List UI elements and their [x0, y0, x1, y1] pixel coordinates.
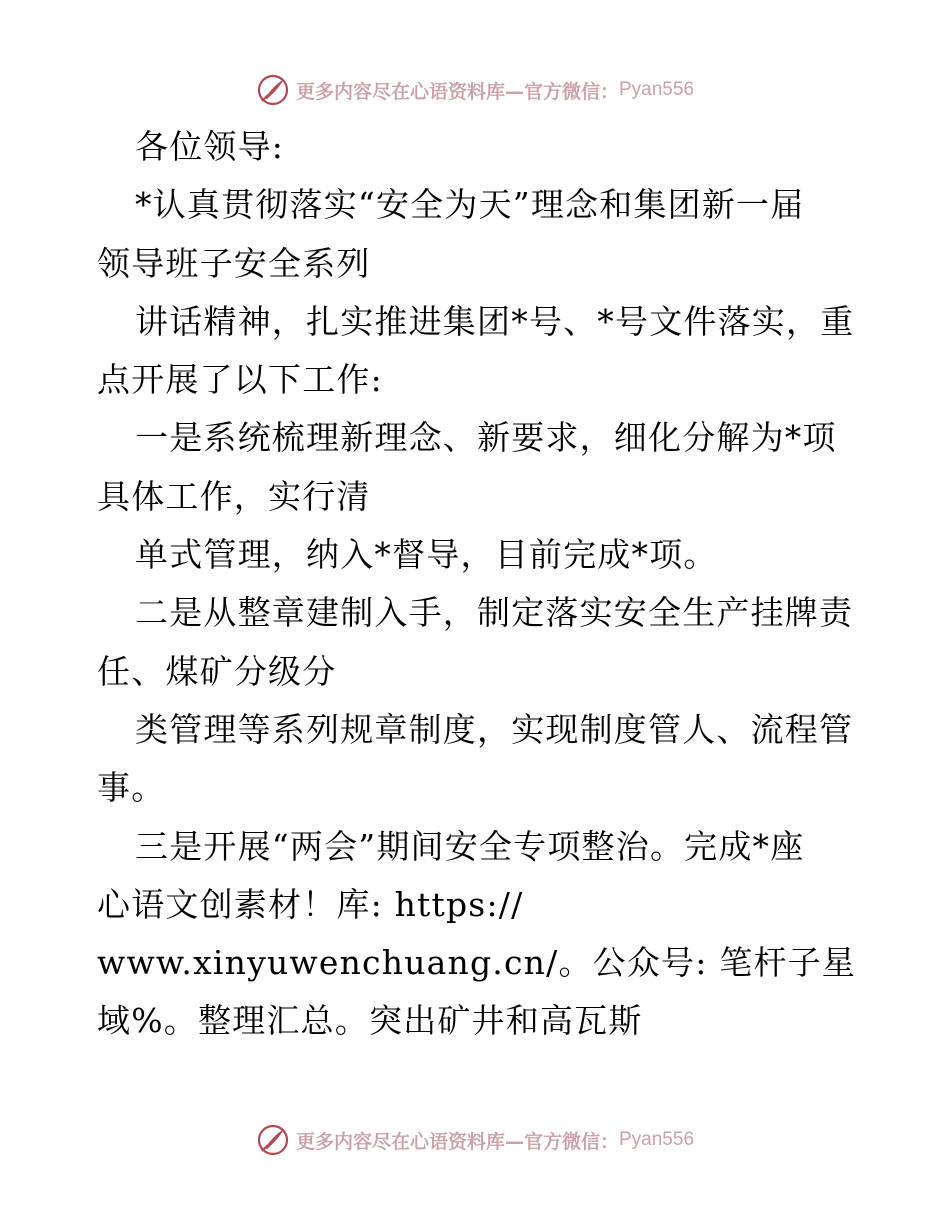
- header-banner-wechat-id: Pyan556: [619, 79, 695, 100]
- body-line: 各位领导:: [135, 127, 285, 166]
- body-line: 事。: [97, 768, 166, 808]
- feather-pen-logo-icon: [256, 73, 290, 107]
- body-line: 任、煤矿分级分: [97, 651, 337, 691]
- header-banner: [0, 70, 950, 110]
- document-body: [97, 118, 857, 1051]
- body-line: 一是系统梳理新理念、新要求，细化分解为*项: [135, 418, 837, 458]
- footer-banner-wechat-id: Pyan556: [619, 1129, 695, 1150]
- body-line: www.xinyuwenchuang.cn/。公众号: 笔杆子星: [97, 943, 857, 983]
- body-line: 具体工作，实行清: [97, 476, 371, 516]
- body-line: 领导班子安全系列: [97, 243, 371, 283]
- body-line: 类管理等系列规章制度，实现制度管人、流程管: [135, 709, 854, 749]
- body-line: 二是从整章建制入手，制定落实安全生产挂牌责: [135, 593, 854, 633]
- body-line: *认真贯彻落实“安全为天”理念和集团新一届: [135, 185, 805, 225]
- footer-banner-text: 更多内容尽在心语资料库—官方微信：: [295, 1130, 619, 1153]
- body-line: 单式管理，纳入*督导，目前完成*项。: [135, 535, 718, 575]
- body-line: 心语文创素材！库: https://: [97, 884, 524, 924]
- body-line: 三是开展“两会”期间安全专项整治。完成*座: [135, 826, 805, 866]
- body-line: 讲话精神，扎实推进集团*号、*号文件落实，重: [135, 301, 855, 341]
- body-line: 域%。整理汇总。突出矿井和高瓦斯: [97, 1001, 643, 1041]
- body-line: 点开展了以下工作:: [97, 360, 383, 400]
- feather-pen-logo-icon: [256, 1123, 290, 1157]
- footer-banner: [0, 1120, 950, 1160]
- header-banner-text: 更多内容尽在心语资料库—官方微信：: [295, 80, 619, 103]
